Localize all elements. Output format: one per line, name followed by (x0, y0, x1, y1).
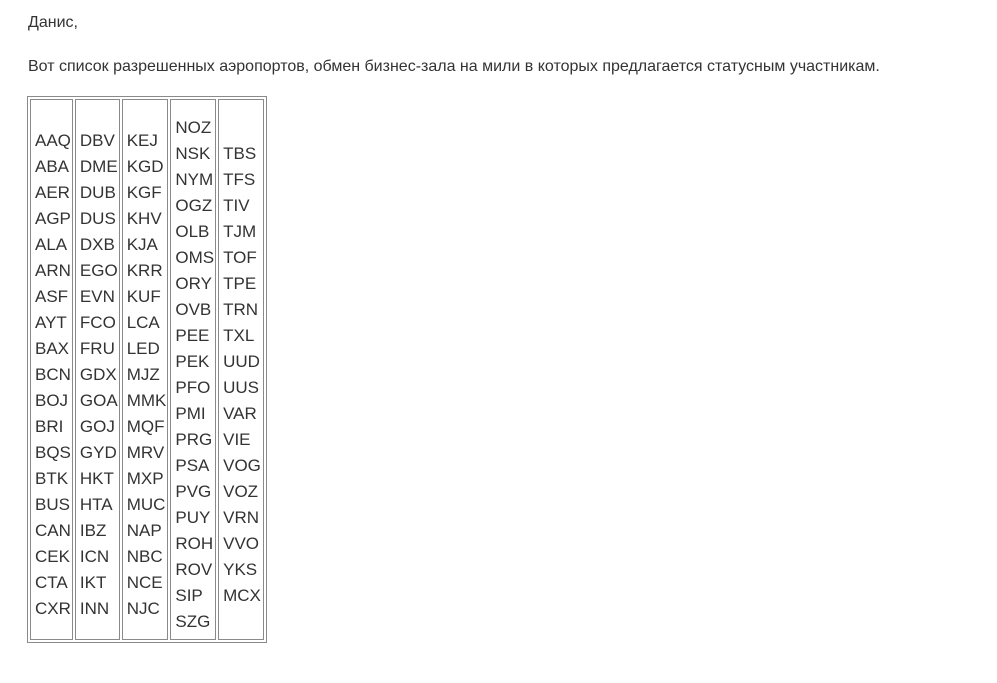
airport-code: AYT (35, 312, 67, 332)
airport-code: FCO (79, 312, 116, 332)
airport-code: NBC (126, 546, 163, 566)
airport-code: EVN (79, 286, 115, 306)
airport-code: PFO (175, 377, 211, 397)
airport-code: ASF (35, 286, 69, 306)
airport-code-list (80, 128, 118, 622)
airport-code: BOJ (35, 390, 69, 410)
airport-code: ARN (35, 260, 71, 280)
airport-code-list (175, 115, 214, 635)
airport-code: BRI (35, 416, 64, 436)
airport-code: MQF (126, 416, 165, 436)
airport-code: MRV (126, 442, 165, 462)
airport-column-5 (218, 99, 264, 640)
airport-code: DBV (79, 130, 115, 150)
airport-code: IKT (79, 572, 107, 592)
airport-code: TJM (223, 221, 257, 241)
airport-code: IBZ (79, 520, 107, 540)
airport-table (27, 96, 267, 643)
airport-code: AGP (35, 208, 71, 228)
airport-code: GOJ (79, 416, 115, 436)
airport-table-row (30, 99, 264, 640)
airport-code: INN (79, 598, 110, 618)
airport-code: NJC (126, 598, 160, 618)
airport-code: TBS (223, 143, 257, 163)
airport-code: OGZ (175, 195, 213, 215)
airport-code: TXL (223, 325, 255, 345)
airport-code: ORY (175, 273, 212, 293)
airport-code: FRU (79, 338, 115, 358)
airport-code: PRG (175, 429, 213, 449)
airport-code: GOA (79, 390, 118, 410)
airport-code: PEE (175, 325, 210, 345)
airport-code: ROV (175, 559, 213, 579)
airport-code: VOG (223, 455, 261, 475)
airport-column-4 (170, 99, 216, 640)
airport-code: MUC (126, 494, 166, 514)
airport-code: PSA (175, 455, 210, 475)
airport-code: MCX (223, 585, 261, 605)
airport-code: KRR (126, 260, 163, 280)
airport-code: ICN (79, 546, 110, 566)
airport-code: KJA (126, 234, 158, 254)
airport-code: TOF (223, 247, 257, 267)
airport-code: VRN (223, 507, 260, 527)
airport-code: KGD (126, 156, 164, 176)
airport-code: LED (126, 338, 160, 358)
airport-code: BUS (35, 494, 70, 514)
airport-code: MJZ (126, 364, 160, 384)
airport-code: BCN (35, 364, 71, 384)
airport-code: VIE (223, 429, 251, 449)
airport-code: NOZ (175, 117, 212, 137)
airport-code: CTA (35, 572, 68, 592)
airport-code: KEJ (126, 130, 158, 150)
airport-code: VVO (223, 533, 260, 553)
airport-code: CAN (35, 520, 71, 540)
airport-code: CEK (35, 546, 70, 566)
airport-code: UUD (223, 351, 260, 371)
airport-code: CXR (35, 598, 71, 618)
airport-code: DUS (79, 208, 116, 228)
airport-code: PUY (175, 507, 211, 527)
airport-code-list (223, 141, 262, 609)
airport-code: NSK (175, 143, 211, 163)
airport-code: TPE (223, 273, 257, 293)
airport-code: HTA (79, 494, 113, 514)
airport-code: OVB (175, 299, 212, 319)
airport-column-2 (75, 99, 120, 640)
airport-code-list (35, 128, 71, 622)
airport-code: OMS (175, 247, 215, 267)
airport-code: MMK (126, 390, 167, 410)
airport-code-list (127, 128, 167, 622)
airport-code: SIP (175, 585, 203, 605)
airport-code: KGF (126, 182, 162, 202)
airport-code: ALA (35, 234, 68, 254)
airport-code: AAQ (35, 130, 71, 150)
airport-code: TRN (223, 299, 259, 319)
airport-code: TIV (223, 195, 250, 215)
airport-code: DUB (79, 182, 116, 202)
airport-code: LCA (126, 312, 160, 332)
airport-code: MXP (126, 468, 164, 488)
airport-code: ABA (35, 156, 70, 176)
airport-code: EGO (79, 260, 118, 280)
airport-code: KHV (126, 208, 162, 228)
intro-text: Вот список разрешенных аэропортов, обмен бизнес-зала на мили в которых предлагается статусным участникам. (28, 58, 880, 75)
airport-code: DXB (79, 234, 115, 254)
airport-code: VAR (223, 403, 257, 423)
airport-column-3 (122, 99, 169, 640)
airport-code: ROH (175, 533, 214, 553)
airport-code: VOZ (223, 481, 259, 501)
airport-code: UUS (223, 377, 260, 397)
airport-code: BTK (35, 468, 69, 488)
airport-code: PVG (175, 481, 212, 501)
greeting: Данис, (28, 14, 78, 31)
airport-code: HKT (79, 468, 114, 488)
airport-code: BAX (35, 338, 70, 358)
airport-code: NAP (126, 520, 162, 540)
airport-code: NCE (126, 572, 163, 592)
airport-column-1 (30, 99, 73, 640)
airport-code: GDX (79, 364, 117, 384)
airport-code: YKS (223, 559, 258, 579)
airport-code: BQS (35, 442, 71, 462)
airport-code: SZG (175, 611, 211, 631)
airport-code: NYM (175, 169, 214, 189)
airport-code: PEK (175, 351, 210, 371)
airport-code: TFS (223, 169, 256, 189)
airport-code: GYD (79, 442, 117, 462)
airport-code: PMI (175, 403, 206, 423)
airport-code: AER (35, 182, 70, 202)
airport-code: OLB (175, 221, 210, 241)
airport-code: KUF (126, 286, 161, 306)
airport-code: DME (79, 156, 118, 176)
